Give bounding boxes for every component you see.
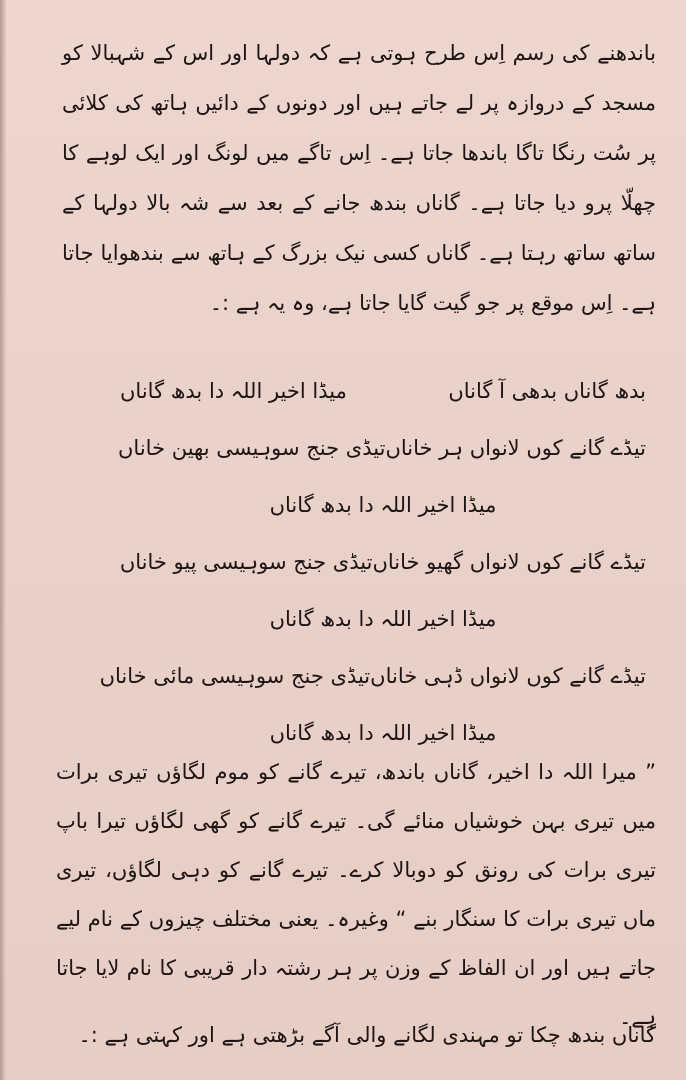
translation-paragraph: ” میرا اللہ دا اخیر، گاناں باندھ، تیرے گانے کو موم لگاؤں تیری برات میں تیری بہن خوشیاں منائے گی۔ تیرے گانے کو گھی لگاؤں تیرا باپ تیری برات کی رونق کو دوبالا کرے۔ تیرے گانے کو دہی لگاؤں، تیری ماں تیری برات کا سنگار بنے “ وغیرہ۔ یعنی مختلف چیزوں کے نام لیے جاتے ہیں اور ان الفاظ کے وزن پر ہر رشتہ دار قریبی کا نام لایا جاتا ہے۔ <box>56 760 656 1029</box>
verse-refrain-text: میڈا اخیر اللہ دا بدھ گاناں <box>269 492 497 517</box>
verse-row-3 <box>120 533 646 590</box>
intro-paragraph: باندھنے کی رسم اِس طرح ہوتی ہے کہ دولہا اور اس کے شہبالا کو مسجد کے دروازہ پر لے جاتے ہیں اور دونوں کے دائیں ہاتھ کی کلائی پر سُت رنگا تاگا باندھا جاتا ہے۔ اِس تاگے میں لونگ اور ایک لوہے کا چھلّا پرو دیا جاتا ہے۔ گاناں بندھ جانے کے بعد سے شہ بالا دولہا کے ساتھ ساتھ رہتا ہے۔ گاناں کسی نیک بزرگ کے ہاتھ سے بندھوایا جاتا ہے۔ اِس موقع پر جو گیت گایا جاتا ہے، وہ یہ ہے :۔ <box>62 41 656 315</box>
verse-refrain-text: میڈا اخیر اللہ دا بدھ گاناں <box>269 720 497 745</box>
verse-right-half: تیڈے گانے کوں لانواں گھیو خاناں <box>372 549 646 574</box>
verse-right-half: تیڈے گانے کوں لانواں ڈہی خاناں <box>370 663 646 688</box>
verse-refrain <box>120 590 646 647</box>
verse-row-4 <box>99 647 646 704</box>
verse-row-2 <box>120 419 646 476</box>
page-edge-shadow <box>0 0 6 1080</box>
verse-left-half: تیڈی جنج سوہیسی پیو خاناں <box>119 549 373 574</box>
translation-paragraph-block <box>56 748 656 1042</box>
verse-left-half: تیڈی جنج سوہیسی بھین خاناں <box>118 435 386 460</box>
verse-left-half: تیڈی جنج سوہیسی مائی خاناں <box>99 663 371 688</box>
verse-refrain <box>120 476 646 533</box>
closing-line: گاناں بندھ چکا تو مہندی لگانے والی آگے بڑھتی ہے اور کہتی ہے :۔ <box>78 1023 656 1047</box>
verse-left-half: میڈا اخیر اللہ دا بدھ گاناں <box>120 378 347 403</box>
song-verses <box>99 362 646 761</box>
verse-right-half: بدھ گاناں بدھی آ گاناں <box>448 378 646 403</box>
verse-right-half: تیڈے گانے کوں لانواں ہر خاناں <box>385 435 646 460</box>
intro-paragraph-block <box>62 28 656 328</box>
closing-line-block <box>60 1010 656 1060</box>
verse-row-1 <box>120 362 646 419</box>
verse-refrain-text: میڈا اخیر اللہ دا بدھ گاناں <box>269 606 497 631</box>
